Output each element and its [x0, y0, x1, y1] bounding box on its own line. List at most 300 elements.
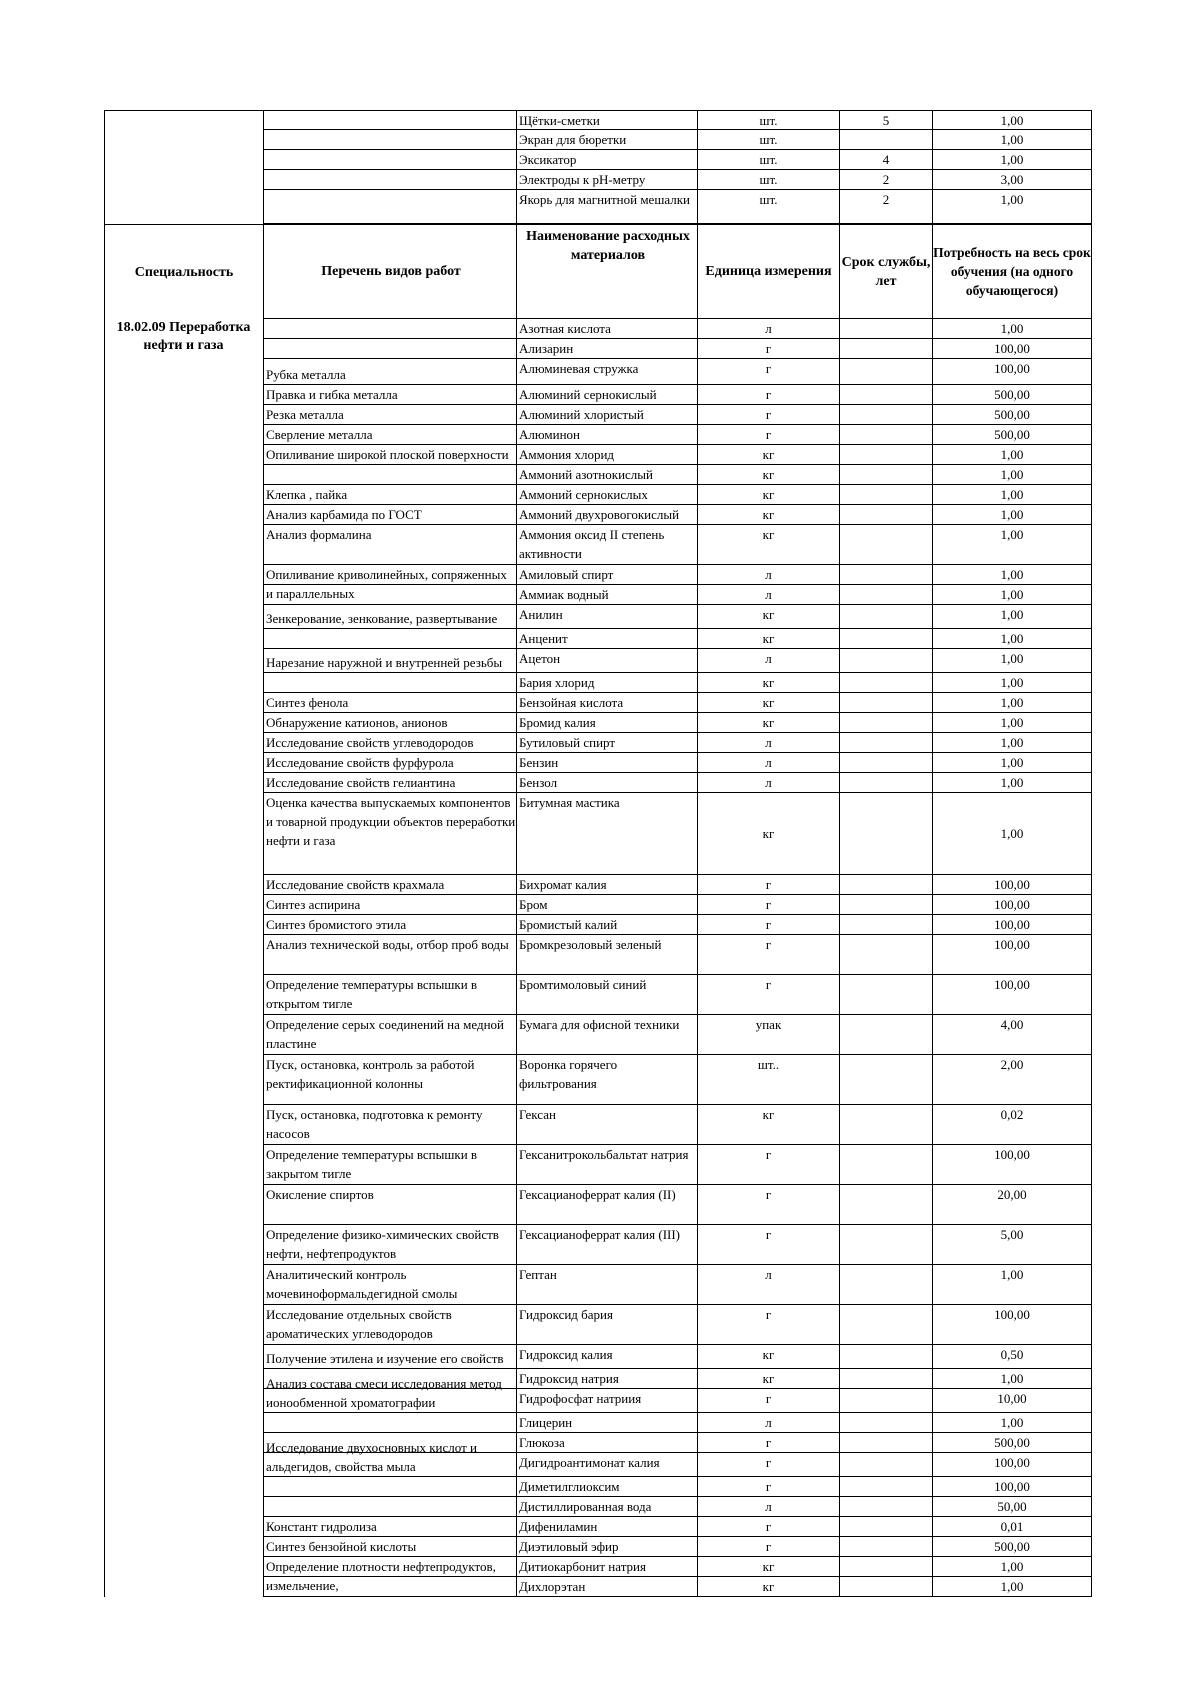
- work-cell: Анализ карбамида по ГОСТ: [263, 505, 516, 525]
- term-cell: [839, 1577, 932, 1597]
- material-cell: Бария хлорид: [516, 673, 697, 693]
- term-cell: [839, 385, 932, 405]
- term-cell: [839, 1413, 932, 1433]
- need-cell: 0,02: [932, 1105, 1092, 1145]
- specialty-cell: [104, 405, 263, 425]
- specialty-cell: [104, 935, 263, 975]
- table-row: [104, 773, 1093, 793]
- unit-cell: г: [697, 1389, 839, 1413]
- material-cell: Гидроксид калия: [516, 1345, 697, 1369]
- unit-cell: л: [697, 1497, 839, 1517]
- need-cell: 0,50: [932, 1345, 1092, 1369]
- material-cell: Гидроксид бария: [516, 1305, 697, 1345]
- material-cell: Дихлорэтан: [516, 1577, 697, 1597]
- specialty-cell: [104, 1413, 263, 1433]
- term-cell: 5: [839, 110, 932, 130]
- unit-cell: л: [697, 585, 839, 605]
- need-cell: 1,00: [932, 150, 1092, 170]
- specialty-cell: [104, 1433, 263, 1453]
- term-cell: [839, 733, 932, 753]
- material-cell: Аммония хлорид: [516, 445, 697, 465]
- table-row: [104, 713, 1093, 733]
- material-cell: Алюминий хлористый: [516, 405, 697, 425]
- material-cell: Аммоний сернокислых: [516, 485, 697, 505]
- unit-cell: л: [697, 753, 839, 773]
- unit-cell: г: [697, 895, 839, 915]
- material-cell: Экран для бюретки: [516, 130, 697, 150]
- specialty-cell: [104, 1265, 263, 1305]
- top-block: [104, 110, 1093, 224]
- work-cell: Нарезание наружной и внутренней резьбы: [263, 649, 516, 673]
- consumables-table: [104, 110, 1093, 1597]
- term-cell: [839, 445, 932, 465]
- unit-cell: г: [697, 1517, 839, 1537]
- need-cell: 1,00: [932, 319, 1092, 339]
- need-cell: 500,00: [932, 385, 1092, 405]
- need-cell: 1,00: [932, 110, 1092, 130]
- term-cell: [839, 1185, 932, 1225]
- header-specialty: Специальность: [104, 224, 263, 319]
- specialty-cell: [104, 753, 263, 773]
- unit-cell: г: [697, 1225, 839, 1265]
- unit-cell: кг: [697, 505, 839, 525]
- table-row: [104, 733, 1093, 753]
- term-cell: [839, 1225, 932, 1265]
- specialty-cell: [104, 975, 263, 1015]
- unit-cell: г: [697, 935, 839, 975]
- term-cell: [839, 629, 932, 649]
- need-cell: 1,00: [932, 1265, 1092, 1305]
- work-cell: Обнаружение катионов, анионов: [263, 713, 516, 733]
- need-cell: 100,00: [932, 359, 1092, 385]
- need-cell: 1,00: [932, 605, 1092, 629]
- work-cell: [263, 190, 516, 224]
- header-works: Перечень видов работ: [263, 224, 516, 319]
- work-cell: Определение температуры вспышки в закрытом тигле: [263, 1145, 516, 1185]
- material-cell: Глюкоза: [516, 1433, 697, 1453]
- table-row: [104, 485, 1093, 505]
- material-cell: Алюминон: [516, 425, 697, 445]
- unit-cell: г: [697, 405, 839, 425]
- need-cell: 500,00: [932, 1537, 1092, 1557]
- need-cell: 50,00: [932, 1497, 1092, 1517]
- unit-cell: л: [697, 1265, 839, 1305]
- table-row: [104, 385, 1093, 405]
- specialty-cell: [104, 1345, 263, 1369]
- term-cell: [839, 1477, 932, 1497]
- unit-cell: л: [697, 565, 839, 585]
- header-term: Срок службы, лет: [839, 224, 932, 319]
- work-cell: Пуск, остановка, подготовка к ремонту насосов: [263, 1105, 516, 1145]
- need-cell: 1,00: [932, 190, 1092, 224]
- unit-cell: кг: [697, 629, 839, 649]
- specialty-cell: [104, 1105, 263, 1145]
- table-row: [104, 605, 1093, 629]
- table-row: [104, 319, 1093, 339]
- material-cell: Аммиак водный: [516, 585, 697, 605]
- unit-cell: г: [697, 975, 839, 1015]
- unit-cell: г: [697, 1537, 839, 1557]
- specialty-cell: [104, 505, 263, 525]
- work-cell: [263, 629, 516, 649]
- need-cell: 500,00: [932, 405, 1092, 425]
- need-cell: 100,00: [932, 875, 1092, 895]
- need-cell: 1,00: [932, 673, 1092, 693]
- term-cell: [839, 1537, 932, 1557]
- term-cell: [839, 693, 932, 713]
- material-cell: Электроды к pH-метру: [516, 170, 697, 190]
- material-cell: Аммоний двухровогокислый: [516, 505, 697, 525]
- unit-cell: л: [697, 773, 839, 793]
- specialty-cell: [104, 605, 263, 629]
- work-cell: Пуск, остановка, контроль за работой ректификационной колонны: [263, 1055, 516, 1105]
- specialty-cell: [104, 150, 263, 170]
- table-row: [104, 1015, 1093, 1055]
- term-cell: [839, 339, 932, 359]
- term-cell: [839, 1557, 932, 1577]
- unit-cell: шт.: [697, 190, 839, 224]
- work-cell: [263, 110, 516, 130]
- table-row: [104, 339, 1093, 359]
- unit-cell: кг: [697, 605, 839, 629]
- specialty-cell: [104, 485, 263, 505]
- material-cell: Аммоний азотнокислый: [516, 465, 697, 485]
- table-row: [104, 935, 1093, 975]
- material-cell: Азотная кислота: [516, 319, 697, 339]
- table-row: [104, 130, 1093, 150]
- specialty-cell: [104, 713, 263, 733]
- material-cell: Дигидроантимонат калия: [516, 1453, 697, 1477]
- material-cell: Бензин: [516, 753, 697, 773]
- term-cell: [839, 793, 932, 875]
- specialty-cell: [104, 1453, 263, 1477]
- material-cell: Анценит: [516, 629, 697, 649]
- specialty-cell: [104, 1055, 263, 1105]
- unit-cell: кг: [697, 713, 839, 733]
- work-cell: Резка металла: [263, 405, 516, 425]
- work-cell: Аналитический контроль мочевиноформальдегидной смолы: [263, 1265, 516, 1305]
- term-cell: [839, 405, 932, 425]
- material-cell: Алюминий сернокислый: [516, 385, 697, 405]
- table-row: [104, 1305, 1093, 1345]
- work-cell: [263, 465, 516, 485]
- term-cell: [839, 425, 932, 445]
- specialty-cell: [104, 733, 263, 753]
- work-cell: [263, 130, 516, 150]
- specialty-cell: [104, 673, 263, 693]
- term-cell: [839, 713, 932, 733]
- table-row: [104, 1225, 1093, 1265]
- unit-cell: г: [697, 385, 839, 405]
- work-cell: Окисление спиртов: [263, 1185, 516, 1225]
- table-row: [104, 150, 1093, 170]
- unit-cell: г: [697, 425, 839, 445]
- material-cell: Дифениламин: [516, 1517, 697, 1537]
- need-cell: 1,00: [932, 733, 1092, 753]
- need-cell: 100,00: [932, 1453, 1092, 1477]
- work-cell: [263, 1477, 516, 1497]
- table-row: [104, 1145, 1093, 1185]
- table-row: [104, 505, 1093, 525]
- work-cell: Получение этилена и изучение его свойств: [263, 1345, 516, 1369]
- table-row: [104, 1413, 1093, 1433]
- need-cell: 1,00: [932, 629, 1092, 649]
- table-row: [104, 1369, 1093, 1389]
- term-cell: [839, 1145, 932, 1185]
- term-cell: [839, 1369, 932, 1389]
- need-cell: 1,00: [932, 649, 1092, 673]
- material-cell: Воронка горячего фильтрования: [516, 1055, 697, 1105]
- table-row: [104, 110, 1093, 130]
- specialty-cell: [104, 915, 263, 935]
- unit-cell: шт.: [697, 170, 839, 190]
- need-cell: 1,00: [932, 693, 1092, 713]
- work-cell: Синтез аспирина: [263, 895, 516, 915]
- unit-cell: шт.: [697, 150, 839, 170]
- term-cell: 2: [839, 190, 932, 224]
- term-cell: [839, 753, 932, 773]
- material-cell: Бензойная кислота: [516, 693, 697, 713]
- work-cell: [263, 339, 516, 359]
- term-cell: [839, 1433, 932, 1453]
- need-cell: 1,00: [932, 1413, 1092, 1433]
- work-cell: [263, 150, 516, 170]
- table-row: [104, 425, 1093, 445]
- specialty-cell: [104, 1517, 263, 1537]
- specialty-cell: [104, 693, 263, 713]
- unit-cell: кг: [697, 673, 839, 693]
- table-row: [104, 1265, 1093, 1305]
- specialty-cell: [104, 565, 263, 585]
- term-cell: [839, 895, 932, 915]
- need-cell: 10,00: [932, 1389, 1092, 1413]
- table-header: [104, 224, 1093, 319]
- unit-cell: кг: [697, 1557, 839, 1577]
- material-cell: Гидрофосфат натриия: [516, 1389, 697, 1413]
- specialty-cell: [104, 425, 263, 445]
- work-cell: Исследование свойств фурфурола: [263, 753, 516, 773]
- term-cell: [839, 673, 932, 693]
- table-row: [104, 1517, 1093, 1537]
- term-cell: [839, 1517, 932, 1537]
- unit-cell: г: [697, 1145, 839, 1185]
- term-cell: [839, 1305, 932, 1345]
- term-cell: 4: [839, 150, 932, 170]
- table-row: [104, 1185, 1093, 1225]
- work-cell: [263, 1577, 516, 1597]
- term-cell: [839, 1105, 932, 1145]
- unit-cell: л: [697, 733, 839, 753]
- need-cell: 1,00: [932, 130, 1092, 150]
- term-cell: [839, 1453, 932, 1477]
- material-cell: Дитиокарбонит натрия: [516, 1557, 697, 1577]
- unit-cell: л: [697, 1413, 839, 1433]
- material-cell: Диэтиловый эфир: [516, 1537, 697, 1557]
- unit-cell: кг: [697, 1105, 839, 1145]
- need-cell: 1,00: [932, 565, 1092, 585]
- specialty-cell: [104, 629, 263, 649]
- need-cell: 1,00: [932, 585, 1092, 605]
- material-cell: Ацетон: [516, 649, 697, 673]
- unit-cell: кг: [697, 793, 839, 875]
- need-cell: 1,00: [932, 505, 1092, 525]
- need-cell: 1,00: [932, 465, 1092, 485]
- material-cell: Диметилглиоксим: [516, 1477, 697, 1497]
- term-cell: [839, 485, 932, 505]
- need-cell: 100,00: [932, 339, 1092, 359]
- specialty-cell: [104, 1389, 263, 1413]
- specialty-cell: [104, 1145, 263, 1185]
- table-row: [104, 405, 1093, 425]
- need-cell: 100,00: [932, 935, 1092, 975]
- unit-cell: г: [697, 1185, 839, 1225]
- material-cell: Амиловый спирт: [516, 565, 697, 585]
- unit-cell: л: [697, 319, 839, 339]
- table-row: [104, 793, 1093, 875]
- material-cell: Бумага для офисной техники: [516, 1015, 697, 1055]
- table-row: [104, 693, 1093, 713]
- unit-cell: кг: [697, 1345, 839, 1369]
- need-cell: 100,00: [932, 1477, 1092, 1497]
- need-cell: 1,00: [932, 1577, 1092, 1597]
- table-row: [104, 1055, 1093, 1105]
- work-cell: Оценка качества выпускаемых компонентов и товарной продукции объектов переработки нефти и газа: [263, 793, 516, 875]
- unit-cell: шт..: [697, 1055, 839, 1105]
- specialty-cell: [104, 1369, 263, 1389]
- work-cell: Определение серых соединений на медной пластине: [263, 1015, 516, 1055]
- header-unit: Единица измерения: [697, 224, 839, 319]
- table-row: [104, 1345, 1093, 1369]
- specialty-cell: [104, 1557, 263, 1577]
- need-cell: 100,00: [932, 1145, 1092, 1185]
- work-cell: Синтез фенола: [263, 693, 516, 713]
- need-cell: 20,00: [932, 1185, 1092, 1225]
- specialty-cell: [104, 773, 263, 793]
- work-cell: Определение температуры вспышки в открытом тигле: [263, 975, 516, 1015]
- work-cell: Определение плотности нефтепродуктов, измельчение,: [263, 1557, 516, 1577]
- specialty-cell: [104, 895, 263, 915]
- work-cell: Сверление металла: [263, 425, 516, 445]
- work-cell: Зенкерование, зенкование, развертывание: [263, 605, 516, 629]
- work-cell: Клепка , пайка: [263, 485, 516, 505]
- term-cell: [839, 319, 932, 339]
- unit-cell: кг: [697, 525, 839, 565]
- term-cell: [839, 1497, 932, 1517]
- specialty-label: 18.02.09 Переработка нефти и газа: [116, 320, 251, 353]
- unit-cell: г: [697, 915, 839, 935]
- work-cell: Исследование свойств крахмала: [263, 875, 516, 895]
- specialty-cell: [104, 170, 263, 190]
- table-row: [104, 915, 1093, 935]
- specialty-cell: [104, 190, 263, 224]
- unit-cell: шт.: [697, 110, 839, 130]
- work-cell: Исследование свойств углеводородов: [263, 733, 516, 753]
- specialty-cell: [104, 1015, 263, 1055]
- material-cell: Алюминевая стружка: [516, 359, 697, 385]
- material-cell: Бутиловый спирт: [516, 733, 697, 753]
- specialty-cell: [104, 319, 263, 339]
- work-cell: Исследование двухосновных кислот и альдегидов, свойства мыла: [263, 1453, 516, 1477]
- table-row: [104, 649, 1093, 673]
- material-cell: Бром: [516, 895, 697, 915]
- table-row: [104, 445, 1093, 465]
- table-row: [104, 1433, 1093, 1453]
- table-row: [104, 585, 1093, 605]
- material-cell: Гексацианоферрат калия (II): [516, 1185, 697, 1225]
- unit-cell: кг: [697, 465, 839, 485]
- work-cell: Констант гидролиза: [263, 1517, 516, 1537]
- unit-cell: г: [697, 875, 839, 895]
- specialty-cell: [104, 1305, 263, 1345]
- unit-cell: кг: [697, 693, 839, 713]
- table-row: [104, 1477, 1093, 1497]
- unit-cell: кг: [697, 445, 839, 465]
- need-cell: 1,00: [932, 445, 1092, 465]
- specialty-cell: [104, 1185, 263, 1225]
- unit-cell: г: [697, 1305, 839, 1345]
- specialty-cell: [104, 585, 263, 605]
- term-cell: [839, 975, 932, 1015]
- material-cell: Бромкрезоловый зеленый: [516, 935, 697, 975]
- term-cell: [839, 649, 932, 673]
- need-cell: 0,01: [932, 1517, 1092, 1537]
- work-cell: [263, 1497, 516, 1517]
- term-cell: [839, 875, 932, 895]
- table-row: [104, 190, 1093, 224]
- main-block: [104, 319, 1093, 1597]
- term-cell: [839, 605, 932, 629]
- term-cell: [839, 1389, 932, 1413]
- term-cell: [839, 130, 932, 150]
- term-cell: [839, 565, 932, 585]
- table-row: [104, 895, 1093, 915]
- need-cell: 1,00: [932, 525, 1092, 565]
- unit-cell: кг: [697, 485, 839, 505]
- material-cell: Гексацианоферрат калия (III): [516, 1225, 697, 1265]
- specialty-cell: [104, 1225, 263, 1265]
- table-row: [104, 359, 1093, 385]
- work-cell: Анализ состава смеси исследования метод ионообменной хроматографии: [263, 1389, 516, 1413]
- unit-cell: г: [697, 359, 839, 385]
- table-row: [104, 525, 1093, 565]
- term-cell: [839, 359, 932, 385]
- specialty-cell: [104, 875, 263, 895]
- specialty-cell: [104, 525, 263, 565]
- table-row: [104, 875, 1093, 895]
- need-cell: 1,00: [932, 1369, 1092, 1389]
- work-cell: Рубка металла: [263, 359, 516, 385]
- work-cell: Анализ технической воды, отбор проб воды: [263, 935, 516, 975]
- term-cell: [839, 585, 932, 605]
- term-cell: [839, 773, 932, 793]
- work-cell: [263, 585, 516, 605]
- material-cell: Анилин: [516, 605, 697, 629]
- term-cell: [839, 505, 932, 525]
- material-cell: Дистиллированная вода: [516, 1497, 697, 1517]
- unit-cell: шт.: [697, 130, 839, 150]
- material-cell: Гексанитрокольбальтат натрия: [516, 1145, 697, 1185]
- material-cell: Эксикатор: [516, 150, 697, 170]
- material-cell: Бихромат калия: [516, 875, 697, 895]
- specialty-cell: [104, 1537, 263, 1557]
- need-cell: 500,00: [932, 425, 1092, 445]
- table-row: [104, 1497, 1093, 1517]
- need-cell: 5,00: [932, 1225, 1092, 1265]
- material-cell: Гексан: [516, 1105, 697, 1145]
- material-cell: Гидроксид натрия: [516, 1369, 697, 1389]
- specialty-cell: [104, 110, 263, 130]
- term-cell: [839, 465, 932, 485]
